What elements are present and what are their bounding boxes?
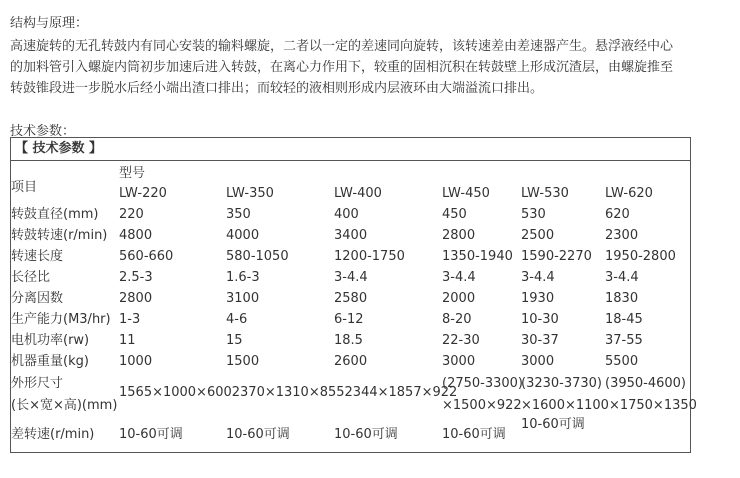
- row-value: 10-30: [521, 312, 559, 327]
- row-value: 1500: [226, 354, 260, 369]
- row-value: 8-20: [442, 312, 472, 327]
- model-header: LW-220: [119, 186, 167, 201]
- row-label: 转速长度: [11, 249, 64, 264]
- row-value: 22-30: [442, 333, 480, 348]
- row-value: 15: [226, 333, 243, 348]
- row-value: 4000: [226, 228, 260, 243]
- dimension-value: (2750-3300): [442, 376, 524, 391]
- dimension-value: ×1500×922: [442, 398, 522, 413]
- row-value: 2300: [605, 228, 639, 243]
- row-label: 长径比: [11, 270, 51, 285]
- section-heading-principle: 结构与原理：: [10, 16, 89, 31]
- row-value: 530: [521, 207, 546, 222]
- header-item-label: 项目: [11, 180, 38, 195]
- row-value: 1950-2800: [605, 249, 676, 264]
- row-value: 400: [334, 207, 359, 222]
- diff-speed-value: 10-60可调: [226, 427, 290, 442]
- dimension-row-label: 外形尺寸: [11, 376, 64, 391]
- model-header: LW-620: [605, 186, 653, 201]
- row-value: 2000: [442, 291, 476, 306]
- intro-line: 的加料管引入螺旋内筒初步加速后进入转鼓，在离心力作用下，较重的固相沉积在转鼓壁上形成沉渣层，由螺旋推至: [10, 60, 674, 75]
- row-value: 18-45: [605, 312, 643, 327]
- diff-speed-value: 10-60可调: [521, 417, 585, 432]
- row-value: 3000: [442, 354, 476, 369]
- row-value: 1930: [521, 291, 555, 306]
- row-value: 350: [226, 207, 251, 222]
- dimension-value: (3950-4600): [605, 376, 687, 391]
- model-header: LW-400: [334, 186, 382, 201]
- model-header: LW-350: [226, 186, 274, 201]
- dimension-value: ×1600×1100×1750×1350: [521, 398, 697, 413]
- row-value: 6-12: [334, 312, 364, 327]
- diff-speed-value: 10-60可调: [334, 427, 398, 442]
- dimension-row-label: (长×宽×高)(mm): [11, 398, 118, 413]
- row-value: 1830: [605, 291, 639, 306]
- intro-line: 高速旋转的无孔转鼓内有同心安装的输料螺旋，二者以一定的差速同向旋转，该转速差由差速器产生。悬浮液经中心: [10, 39, 674, 54]
- row-value: 3000: [521, 354, 555, 369]
- row-value: 3100: [226, 291, 260, 306]
- row-label: 电机功率(rw): [11, 333, 90, 348]
- section-heading-params: 技术参数：: [10, 124, 76, 139]
- row-value: 2800: [442, 228, 476, 243]
- row-value: 1590-2270: [521, 249, 592, 264]
- row-value: 3-4.4: [521, 270, 555, 285]
- row-label: 转鼓转速(r/min): [11, 228, 108, 243]
- row-value: 18.5: [334, 333, 363, 348]
- row-value: 1-3: [119, 312, 141, 327]
- row-value: 30-37: [521, 333, 559, 348]
- header-model-label: 型号: [119, 166, 146, 181]
- row-value: 620: [605, 207, 630, 222]
- row-label: 分离因数: [11, 291, 64, 306]
- intro-paragraph: [10, 36, 734, 99]
- row-label: 转鼓直径(mm): [11, 207, 99, 222]
- table-title: 【 技术参数 】: [11, 138, 690, 161]
- row-value: 1350-1940: [442, 249, 513, 264]
- row-value: 1200-1750: [334, 249, 405, 264]
- dimension-value: (3230-3730): [521, 376, 603, 391]
- row-value: 4800: [119, 228, 153, 243]
- diff-speed-value: 10-60可调: [119, 427, 183, 442]
- row-value: 580-1050: [226, 249, 289, 264]
- row-value: 2600: [334, 354, 368, 369]
- spec-table: [10, 137, 697, 453]
- row-value: 2.5-3: [119, 270, 153, 285]
- row-value: 11: [119, 333, 136, 348]
- row-value: 3-4.4: [605, 270, 639, 285]
- dimension-values: 1565×1000×6002370×1310×8552344×1857×922: [119, 385, 458, 400]
- row-value: 3-4.4: [442, 270, 476, 285]
- row-value: 3-4.4: [334, 270, 368, 285]
- row-value: 37-55: [605, 333, 643, 348]
- row-value: 4-6: [226, 312, 248, 327]
- row-value: 1000: [119, 354, 153, 369]
- row-value: 450: [442, 207, 467, 222]
- row-value: 1.6-3: [226, 270, 260, 285]
- model-header: LW-530: [521, 186, 569, 201]
- row-value: 2500: [521, 228, 555, 243]
- row-label: 生产能力(M3/hr): [11, 312, 111, 327]
- intro-line: 转鼓锥段进一步脱水后经小端出渣口排出；而较轻的液相则形成内层液环由大端溢流口排出。: [10, 81, 544, 96]
- diff-speed-value: 10-60可调: [442, 427, 506, 442]
- row-label: 机器重量(kg): [11, 354, 89, 369]
- model-header: LW-450: [442, 186, 490, 201]
- row-value: 3400: [334, 228, 368, 243]
- row-value: 560-660: [119, 249, 174, 264]
- row-value: 5500: [605, 354, 639, 369]
- row-value: 220: [119, 207, 144, 222]
- row-value: 2800: [119, 291, 153, 306]
- row-value: 2580: [334, 291, 368, 306]
- diff-speed-label: 差转速(r/min): [11, 427, 95, 442]
